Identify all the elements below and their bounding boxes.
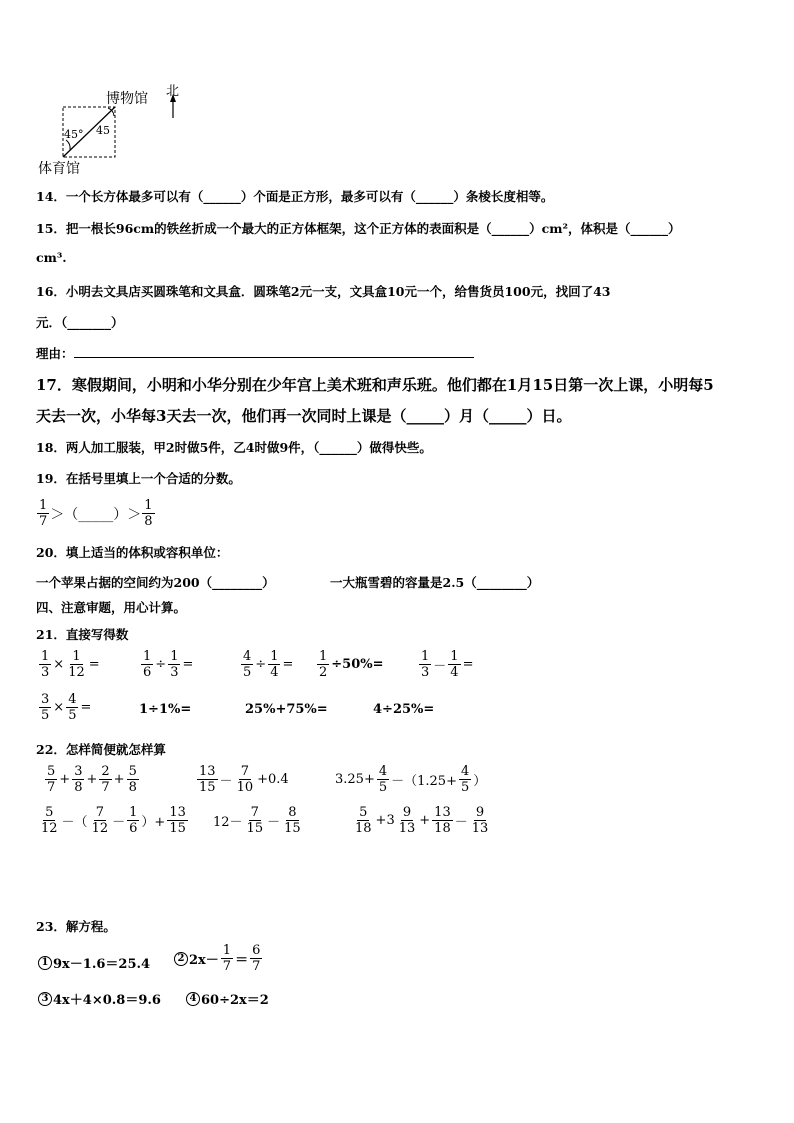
equation-2 [174, 943, 263, 974]
direction-diagram [30, 80, 200, 180]
simplify-expr-3 [334, 764, 487, 795]
reason-answer-line[interactable] [74, 347, 474, 358]
stadium-label: 体育馆 [38, 161, 80, 177]
question-15-unit: cm³. [36, 250, 67, 265]
north-label: 北 [166, 84, 180, 99]
expr-text: = [80, 700, 92, 715]
expr-text: = [182, 657, 194, 672]
question-19-expression [36, 497, 156, 529]
section-4-heading: 四、注意审题，用心计算。 [36, 600, 187, 615]
fraction: $\frac{13}{18}$ [434, 805, 451, 836]
expr-text: 4÷25%= [373, 702, 435, 717]
fraction-1-8: $\frac{1}{8}$ [144, 498, 153, 529]
fraction: $\frac{1}{7}$ [222, 943, 232, 974]
fraction: $\frac{8}{15}$ [284, 805, 301, 836]
simplify-expr-6 [352, 805, 491, 836]
expr-text: + [419, 813, 431, 828]
expr-text: × [53, 657, 65, 672]
angle-label-1: 45° [64, 128, 84, 141]
calc-item [138, 702, 192, 717]
fraction: $\frac{13}{15}$ [169, 805, 186, 836]
fraction: $\frac{1}{2}$ [319, 649, 328, 680]
question-17-line1: 17．寒假期间，小明和小华分别在少年宫上美术班和声乐班。他们都在1月15日第一次上课，小明每5 [36, 376, 714, 394]
calc-item [372, 702, 435, 717]
question-23-title: 23．解方程。 [36, 919, 116, 934]
expr-text: 25%+75%= [245, 702, 328, 717]
equation-3 [38, 989, 162, 1008]
expr-text: × [53, 700, 65, 715]
question-20-a: 一个苹果占据的空间约为200（________） [36, 575, 275, 590]
fraction: $\frac{3}{8}$ [74, 764, 83, 795]
question-19-title: 19．在括号里填上一个合适的分数。 [36, 471, 241, 486]
fraction: $\frac{5}{12}$ [41, 805, 58, 836]
expr-text: 12－ [213, 815, 243, 830]
question-17-line2: 天去一次，小华每3天去一次，他们再一次同时上课是（_____）月（_____）日。 [36, 407, 572, 425]
expr-text: 4x＋4×0.8＝9.6 [53, 993, 161, 1008]
fraction: $\frac{2}{7}$ [101, 764, 110, 795]
fraction: $\frac{1}{3}$ [170, 649, 179, 680]
expr-text: + [59, 772, 71, 787]
question-16-line2: 元．（_______） [36, 315, 124, 330]
simplify-expr-4 [38, 805, 189, 836]
fraction: $\frac{13}{15}$ [199, 764, 216, 795]
question-16-line1: 16．小明去文具店买圆珠笔和文具盒．圆珠笔2元一支，文具盒10元一个，给售货员100元，找回了43 [36, 284, 611, 299]
question-16-reason [36, 344, 474, 362]
equation-4 [186, 989, 270, 1008]
fraction: $\frac{4}{5}$ [378, 764, 388, 795]
fraction: $\frac{4}{5}$ [460, 764, 470, 795]
expr-text: +0.4 [257, 772, 289, 787]
expr-text: ） [473, 774, 487, 789]
fraction: $\frac{1}{12}$ [68, 649, 85, 680]
expr-text: ）+ [141, 815, 166, 830]
simplify-expr-5 [212, 805, 304, 836]
expr-text: 60÷2x＝2 [201, 993, 269, 1008]
question-22-title: 22．怎样简便就怎样算 [36, 742, 166, 757]
expr-text: ÷ [155, 657, 167, 672]
question-14: 14．一个长方体最多可以有（______）个面是正方形，最多可以有（______）条棱长度相等。 [36, 189, 554, 204]
fraction: $\frac{1}{3}$ [41, 649, 50, 680]
circled-number: 4 [186, 992, 200, 1006]
fraction: $\frac{1}{4}$ [450, 649, 459, 680]
expr-text: 3.25+ [335, 772, 375, 787]
fraction: $\frac{7}{15}$ [246, 805, 264, 836]
calc-item [38, 692, 92, 723]
question-18: 18．两人加工服装，甲2时做5件，乙4时做9件，（______）做得快些。 [36, 440, 432, 455]
fraction-1-7: $\frac{1}{7}$ [39, 498, 48, 529]
fraction: $\frac{9}{13}$ [471, 805, 489, 836]
fraction: $\frac{7}{10}$ [236, 764, 254, 795]
calc-item [316, 649, 385, 680]
expr-text: － [454, 815, 468, 830]
calc-item [244, 702, 329, 717]
compare-blank[interactable]: ＞（_____）＞ [50, 506, 142, 523]
fraction: $\frac{6}{7}$ [252, 943, 261, 974]
fraction: $\frac{1}{4}$ [270, 649, 279, 680]
expr-text: －（1.25+ [391, 774, 457, 789]
fraction: $\frac{9}{13}$ [398, 805, 416, 836]
equation-1 [38, 953, 151, 972]
fraction: $\frac{5}{18}$ [355, 805, 372, 836]
calc-item [38, 649, 101, 680]
fraction: $\frac{1}{6}$ [129, 805, 138, 836]
question-21-title: 21．直接写得数 [36, 627, 129, 642]
expr-text: ÷ [255, 657, 267, 672]
fraction: $\frac{1}{6}$ [143, 649, 152, 680]
simplify-expr-1 [44, 764, 140, 795]
expr-text: 9x－1.6＝25.4 [53, 957, 151, 972]
question-20-title: 20．填上适当的体积或容积单位： [36, 545, 229, 560]
expr-text: － [433, 659, 447, 674]
expr-text: +3 [375, 813, 395, 828]
fraction: $\frac{3}{5}$ [41, 692, 50, 723]
expr-text: －（ [61, 815, 88, 830]
expr-text: = [282, 657, 294, 672]
fraction: $\frac{4}{5}$ [243, 649, 252, 680]
museum-label: 博物馆 [106, 91, 148, 107]
expr-text: = [88, 657, 100, 672]
reason-label: 理由： [36, 346, 74, 361]
circled-number: 1 [38, 956, 52, 970]
fraction: $\frac{5}{8}$ [128, 764, 137, 795]
calc-item [418, 649, 474, 680]
expr-text: ÷50%= [331, 657, 384, 672]
fraction: $\frac{1}{3}$ [421, 649, 430, 680]
circled-number: 3 [38, 992, 52, 1006]
question-15: 15．把一根长96cm的铁丝折成一个最大的正方体框架，这个正方体的表面积是（______）cm²，体积是（______） [36, 221, 681, 236]
expr-text: = [462, 657, 474, 672]
fraction: $\frac{5}{7}$ [47, 764, 56, 795]
expr-text: － [267, 815, 281, 830]
expr-text: － [219, 774, 233, 789]
question-20-b: 一大瓶雪碧的容量是2.5（________） [330, 575, 540, 590]
expr-text: 1÷1%= [139, 702, 192, 717]
expr-text: － [112, 815, 126, 830]
simplify-expr-2 [196, 764, 290, 795]
circled-number: 2 [174, 952, 188, 966]
expr-text: 2x－ [189, 953, 219, 968]
expr-text: + [86, 772, 98, 787]
expr-text: + [113, 772, 125, 787]
angle-label-2: 45 [96, 124, 110, 137]
fraction: $\frac{7}{12}$ [91, 805, 109, 836]
calc-item [140, 649, 194, 680]
calc-item [240, 649, 294, 680]
expr-text: ＝ [235, 953, 249, 968]
fraction: $\frac{4}{5}$ [68, 692, 77, 723]
